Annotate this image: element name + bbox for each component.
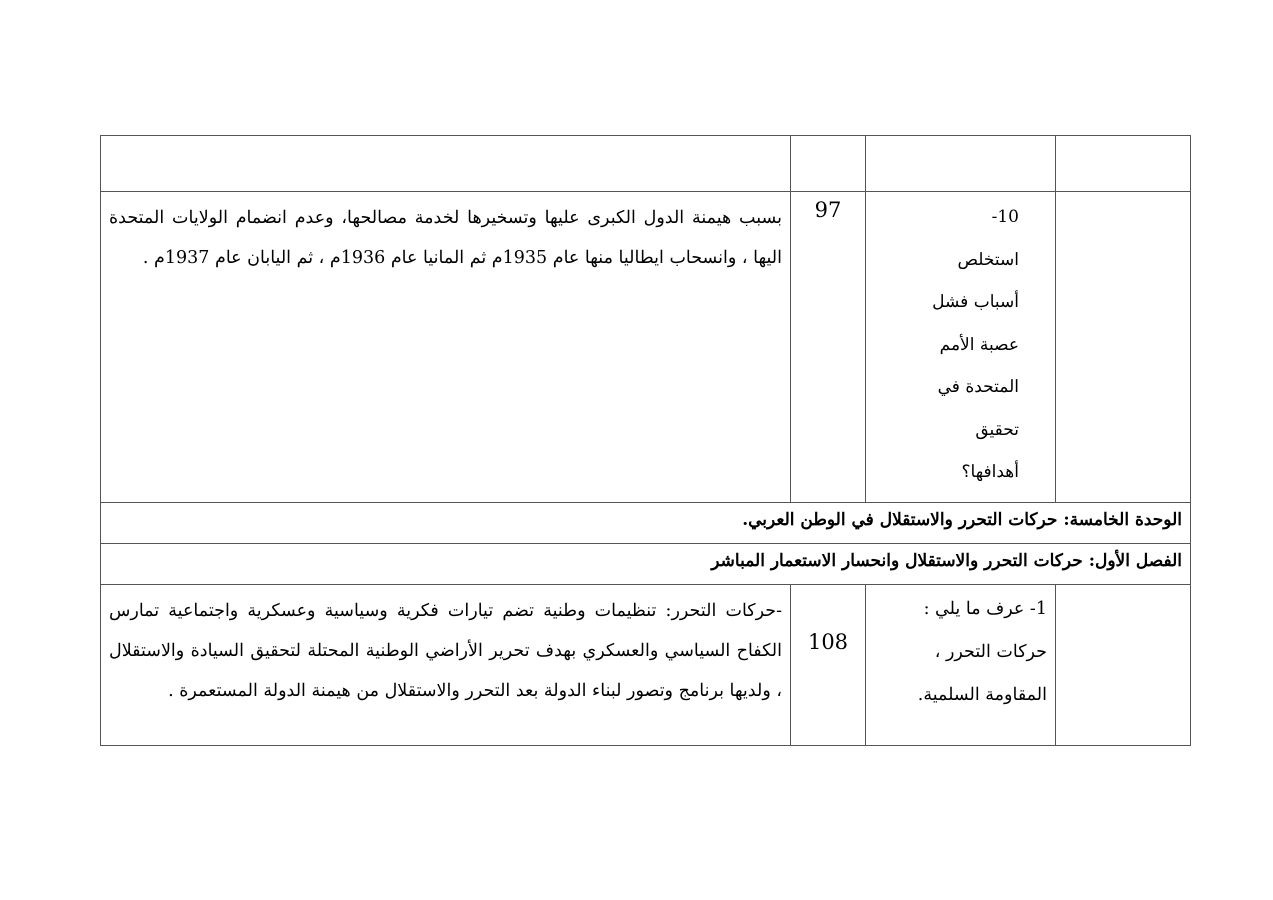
question-cell bbox=[866, 192, 1056, 503]
table-row-question-10 bbox=[101, 192, 1191, 503]
table-row-unit-heading bbox=[101, 503, 1191, 544]
unit-heading-cell bbox=[101, 503, 1191, 544]
table-cell-blank bbox=[101, 136, 791, 192]
table-cell-blank bbox=[1056, 192, 1191, 503]
page-number: 108 bbox=[807, 630, 849, 654]
table-row-empty bbox=[101, 136, 1191, 192]
page-number-cell bbox=[791, 192, 866, 503]
table-cell-blank bbox=[791, 136, 866, 192]
question-text: استخلص أسباب فشل عصبة الأمم المتحدة في تحقيق أهدافها؟ bbox=[932, 249, 1019, 482]
question-line: المقاومة السلمية. bbox=[917, 685, 1047, 705]
question-line: 1- عرف ما يلي : bbox=[923, 599, 1047, 619]
chapter-heading: الفصل الأول: حركات التحرر والاستقلال وانحسار الاستعمار المباشر bbox=[711, 551, 1182, 571]
page-number-cell bbox=[791, 585, 866, 746]
chapter-heading-cell bbox=[101, 544, 1191, 585]
question-cell bbox=[866, 585, 1056, 746]
table-cell-blank bbox=[1056, 136, 1191, 192]
table-row-chapter-heading bbox=[101, 544, 1191, 585]
unit-heading: الوحدة الخامسة: حركات التحرر والاستقلال في الوطن العربي. bbox=[742, 510, 1182, 530]
answer-text: -حركات التحرر: تنظيمات وطنية تضم تيارات فكرية وسياسية وعسكرية واجتماعية تمارس الكفاح السياسي والعسكري بهدف تحرير الأراضي الوطنية المحتلة لتحقيق السيادة والاستقلال ، ولديها برنامج وتصور لبناء الدولة بعد التحرر والاستقلال من هيمنة الدولة المستعمرة . bbox=[109, 601, 782, 701]
answer-cell bbox=[101, 192, 791, 503]
table-row-question-1 bbox=[101, 585, 1191, 746]
table-cell-blank bbox=[1056, 585, 1191, 746]
qa-table bbox=[100, 135, 1191, 746]
answer-cell bbox=[101, 585, 791, 746]
question-number: 10- bbox=[991, 207, 1019, 227]
question-line: حركات التحرر ، bbox=[934, 642, 1047, 662]
answer-text: بسبب هيمنة الدول الكبرى عليها وتسخيرها لخدمة مصالحها، وعدم انضمام الولايات المتحدة اليها ، وانسحاب ايطاليا منها عام 1935م ثم المانيا عام 1936م ، ثم اليابان عام 1937م . bbox=[109, 208, 782, 268]
page-number: 97 bbox=[814, 198, 842, 222]
table-cell-blank bbox=[866, 136, 1056, 192]
